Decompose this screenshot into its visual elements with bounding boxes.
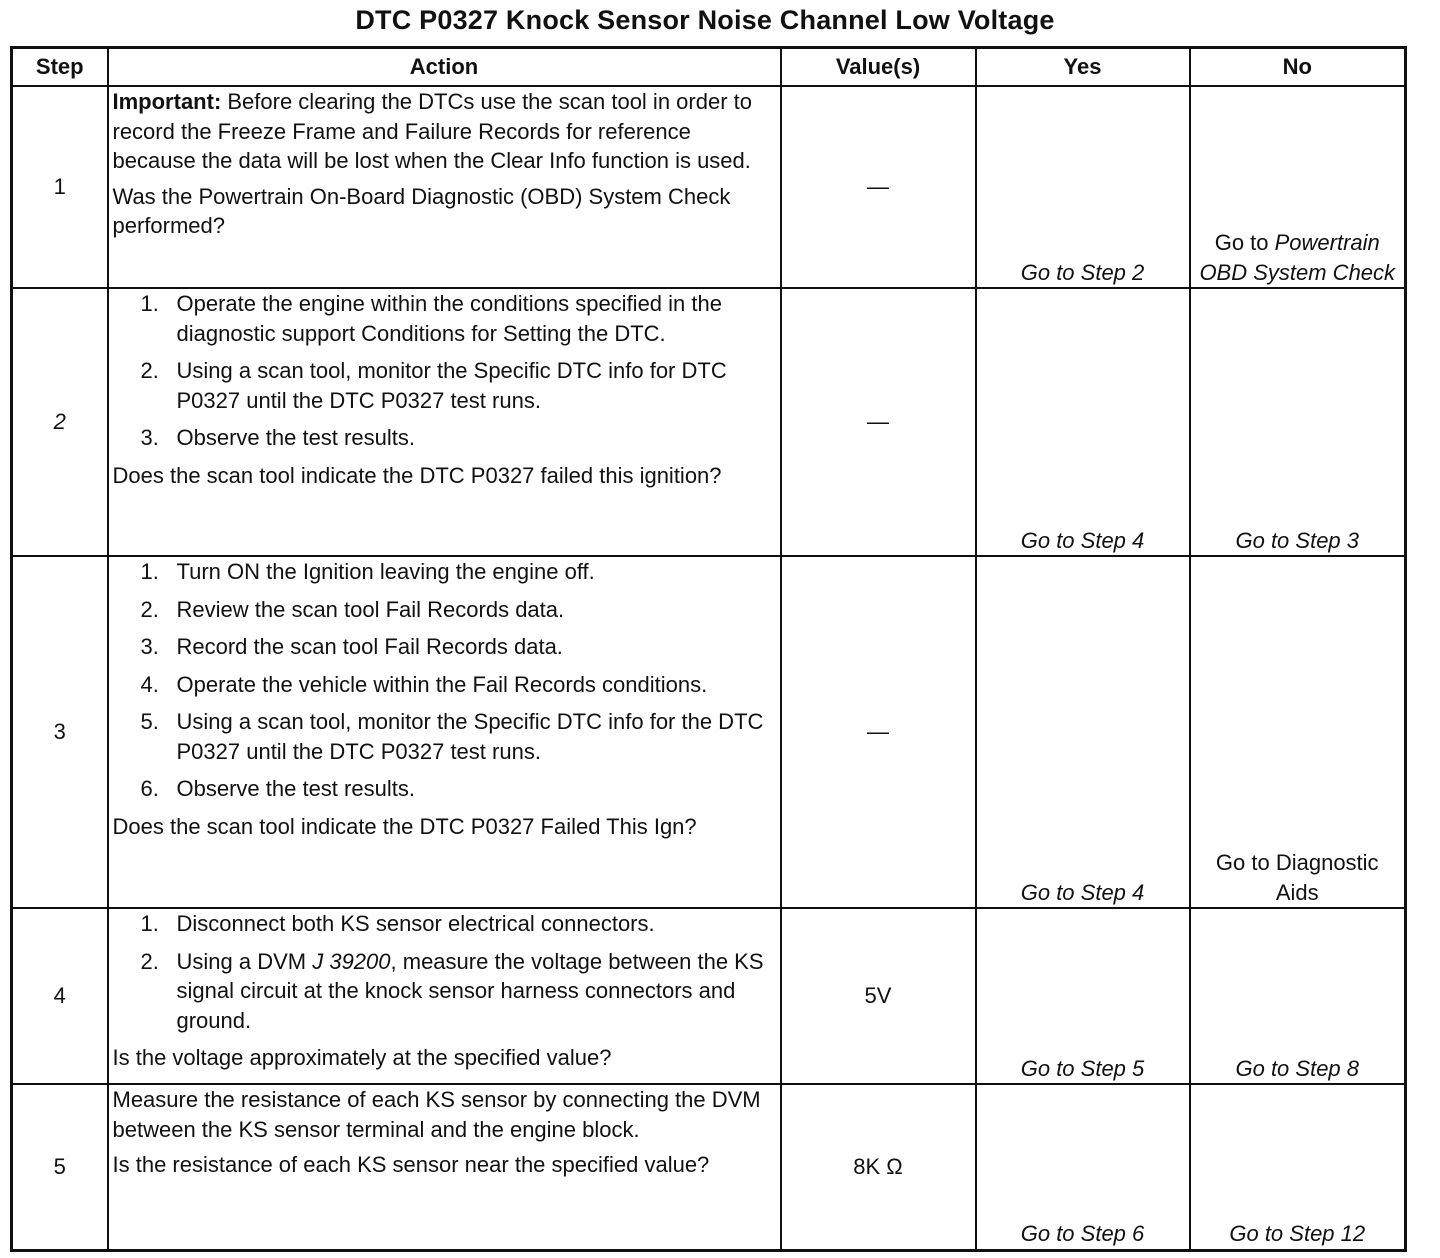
step-number: 3 [12, 556, 108, 908]
action-cell [108, 288, 781, 556]
list-text: Using a scan tool, monitor the Specific DTC info for DTC P0327 until the DTC P0327 test runs. [176, 358, 727, 413]
action-cell [108, 1084, 781, 1250]
list-text: Disconnect both KS sensor electrical connectors. [176, 911, 655, 936]
tool-number: J 39200 [312, 948, 391, 974]
yes-link[interactable]: Go to Step 2 [1020, 259, 1145, 285]
list-item [113, 947, 776, 1036]
list-text: Observe the test results. [176, 776, 415, 801]
value-cell [781, 908, 976, 1084]
value-text: 5V [864, 983, 892, 1009]
table-row [12, 86, 1406, 288]
table-row [12, 908, 1406, 1084]
header-yes: Yes [976, 48, 1190, 87]
no-link-prefix: Go to [1214, 230, 1275, 255]
no-cell [1190, 1084, 1406, 1250]
step-number: 2 [12, 288, 108, 556]
no-cell [1190, 86, 1406, 288]
step-number: 4 [12, 908, 108, 1084]
no-link-target: Powertrain OBD System Check [1199, 230, 1396, 285]
list-text: , measure the voltage between the KS signal circuit at the knock sensor harness connectors and ground. [176, 948, 764, 1033]
list-number: 6. [140, 776, 159, 801]
list-number: 1. [140, 911, 159, 936]
action-question: Is the voltage approximately at the specified value? [112, 1045, 612, 1070]
list-text: Review the scan tool Fail Records data. [176, 596, 565, 622]
list-text: Observe the test results. [176, 425, 415, 450]
yes-cell [976, 86, 1190, 288]
important-note [113, 87, 776, 176]
no-link[interactable]: Go to Step 12 [1229, 1221, 1366, 1246]
value-cell [781, 556, 976, 908]
no-cell [1190, 556, 1406, 908]
list-number: 4. [140, 671, 159, 697]
list-text: Turn ON the Ignition leaving the engine off. [176, 559, 595, 584]
yes-cell [976, 1084, 1190, 1250]
step-number: 5 [12, 1084, 108, 1250]
yes-link[interactable]: Go to Step 6 [1020, 1221, 1145, 1246]
list-item [113, 557, 776, 587]
no-link[interactable]: Go to Diagnostic Aids [1215, 850, 1379, 905]
list-item [113, 632, 776, 662]
list-item [113, 289, 776, 348]
list-number: 3. [140, 425, 159, 450]
list-number: 3. [140, 634, 159, 659]
action-question: Does the scan tool indicate the DTC P0327 Failed This Ign? [112, 813, 697, 839]
action-question: Is the resistance of each KS sensor near the specified value? [112, 1152, 710, 1177]
header-step: Step [12, 48, 108, 87]
list-item [113, 670, 776, 700]
action-steps [113, 289, 776, 453]
no-cell [1190, 908, 1406, 1084]
header-no: No [1190, 48, 1406, 87]
action-question: Does the scan tool indicate the DTC P0327 failed this ignition? [112, 462, 722, 488]
list-number: 5. [140, 709, 159, 734]
list-item [113, 423, 776, 453]
list-text: Operate the engine within the conditions specified in the diagnostic support Conditions for Setting the DTC. [176, 291, 722, 346]
list-text: Using a scan tool, monitor the Specific DTC info for the DTC P0327 until the DTC P0327 test runs. [176, 709, 764, 764]
value-text: — [867, 719, 889, 745]
value-cell [781, 1084, 976, 1250]
list-item [113, 774, 776, 804]
value-text: — [867, 174, 889, 200]
value-cell [781, 86, 976, 288]
list-item [113, 909, 776, 939]
value-text: — [867, 409, 889, 435]
action-cell [108, 556, 781, 908]
step-number: 1 [12, 86, 108, 288]
yes-cell [976, 908, 1190, 1084]
action-cell [108, 908, 781, 1084]
list-number: 2. [140, 596, 159, 622]
value-text: 8K Ω [853, 1154, 903, 1179]
table-row [12, 556, 1406, 908]
list-item [113, 356, 776, 415]
diagnostic-table [10, 46, 1407, 1252]
yes-link[interactable]: Go to Step 4 [1020, 527, 1145, 553]
action-cell [108, 86, 781, 288]
table-header-row [12, 48, 1406, 87]
value-cell [781, 288, 976, 556]
action-steps [113, 909, 776, 1035]
no-link[interactable]: Go to Step 8 [1235, 1055, 1360, 1081]
important-text: Before clearing the DTCs use the scan tool in order to record the Freeze Frame and Failure Records for reference because the data will be lost when the Clear Info function is used. [112, 89, 752, 173]
important-label: Important: [112, 89, 222, 114]
action-steps [113, 557, 776, 804]
no-link[interactable]: Go to Step 3 [1235, 527, 1360, 553]
no-link[interactable] [1199, 230, 1395, 285]
list-text: Record the scan tool Fail Records data. [176, 634, 563, 659]
yes-link[interactable]: Go to Step 4 [1020, 879, 1145, 905]
yes-link[interactable]: Go to Step 5 [1020, 1055, 1145, 1081]
list-text: Using a DVM [176, 948, 313, 974]
table-row [12, 288, 1406, 556]
list-number: 1. [140, 291, 159, 316]
table-row [12, 1084, 1406, 1250]
list-text: Operate the vehicle within the Fail Records conditions. [176, 671, 708, 697]
no-cell [1190, 288, 1406, 556]
action-text: Measure the resistance of each KS sensor by connecting the DVM between the KS sensor terminal and the engine block. [112, 1087, 761, 1142]
list-number: 2. [140, 358, 159, 383]
page-title: DTC P0327 Knock Sensor Noise Channel Low Voltage [355, 5, 1055, 35]
header-action: Action [108, 48, 781, 87]
list-number: 1. [140, 559, 159, 584]
yes-cell [976, 556, 1190, 908]
list-item [113, 595, 776, 625]
header-values: Value(s) [781, 48, 976, 87]
action-question: Was the Powertrain On-Board Diagnostic (OBD) System Check performed? [112, 183, 731, 238]
list-item [113, 707, 776, 766]
list-number: 2. [140, 948, 159, 974]
yes-cell [976, 288, 1190, 556]
